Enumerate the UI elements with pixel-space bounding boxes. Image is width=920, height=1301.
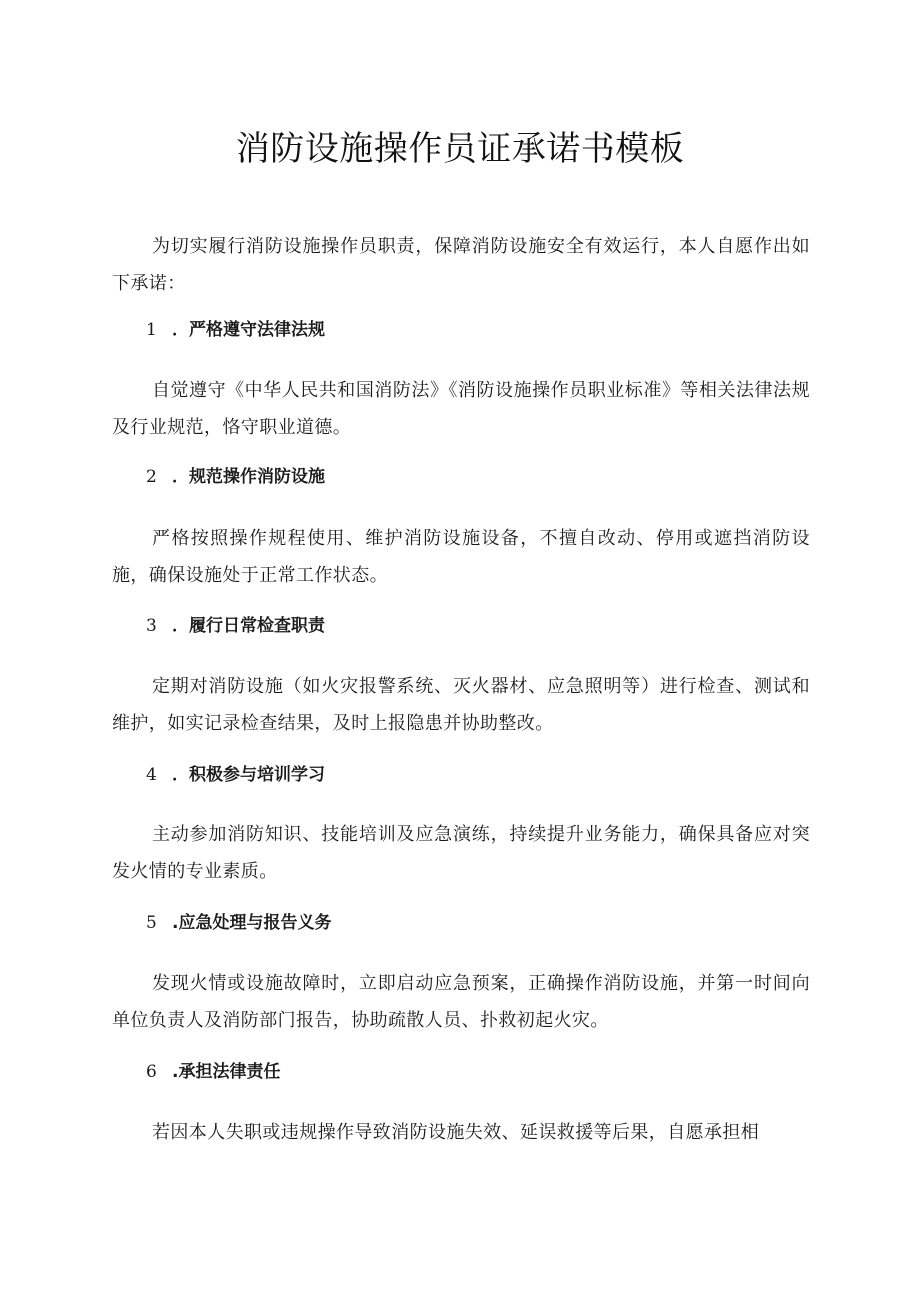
section-separator: .: [172, 1062, 179, 1082]
section-separator: ．: [172, 320, 189, 340]
section-body-3: 定期对消防设施（如火灾报警系统、灭火器材、应急照明等）进行检查、测试和维护，如实记录检查结果，及时上报隐患并协助整改。: [112, 676, 810, 734]
section-title: 履行日常检查职责: [189, 616, 325, 636]
section-number: 6: [146, 1062, 157, 1082]
section-heading-6: [146, 1060, 280, 1084]
section-body-2: 严格按照操作规程使用、维护消防设施设备，不擅自改动、停用或遮挡消防设施，确保设施处于正常工作状态。: [112, 528, 810, 586]
section-title: 承担法律责任: [178, 1062, 281, 1082]
section-separator: ．: [172, 616, 189, 636]
section-number: 3: [146, 616, 157, 636]
section-title: 规范操作消防设施: [189, 467, 325, 487]
section-heading-5: [146, 911, 331, 935]
section-number: 4: [146, 765, 157, 785]
section-body-6: 若因本人失职或违规操作导致消防设施失效、延误救援等后果，自愿承担相: [152, 1122, 760, 1143]
section-body-5: 发现火情或设施故障时，立即启动应急预案，正确操作消防设施，并第一时间向单位负责人及消防部门报告，协助疏散人员、扑救初起火灾。: [112, 973, 810, 1031]
section-heading-2: [146, 465, 325, 489]
section-number: 1: [146, 320, 157, 340]
section-heading-3: [146, 614, 325, 638]
section-number: 5: [146, 913, 157, 933]
section-title: 应急处理与报告义务: [178, 913, 332, 933]
section-body-1: 自觉遵守《中华人民共和国消防法》《消防设施操作员职业标准》等相关法律法规及行业规范，恪守职业道德。: [112, 380, 810, 438]
section-body-4: 主动参加消防知识、技能培训及应急演练，持续提升业务能力，确保具备应对突发火情的专业素质。: [112, 824, 810, 882]
document-title: 消防设施操作员证承诺书模板: [235, 129, 685, 169]
section-separator: ．: [172, 765, 189, 785]
intro-paragraph: 为切实履行消防设施操作员职责，保障消防设施安全有效运行，本人自愿作出如下承诺：: [112, 236, 810, 294]
section-separator: .: [172, 913, 179, 933]
section-separator: ．: [172, 467, 189, 487]
section-heading-4: [146, 763, 325, 787]
section-title: 严格遵守法律法规: [189, 320, 325, 340]
section-title: 积极参与培训学习: [189, 765, 325, 785]
section-heading-1: [146, 318, 325, 342]
section-number: 2: [146, 467, 157, 487]
